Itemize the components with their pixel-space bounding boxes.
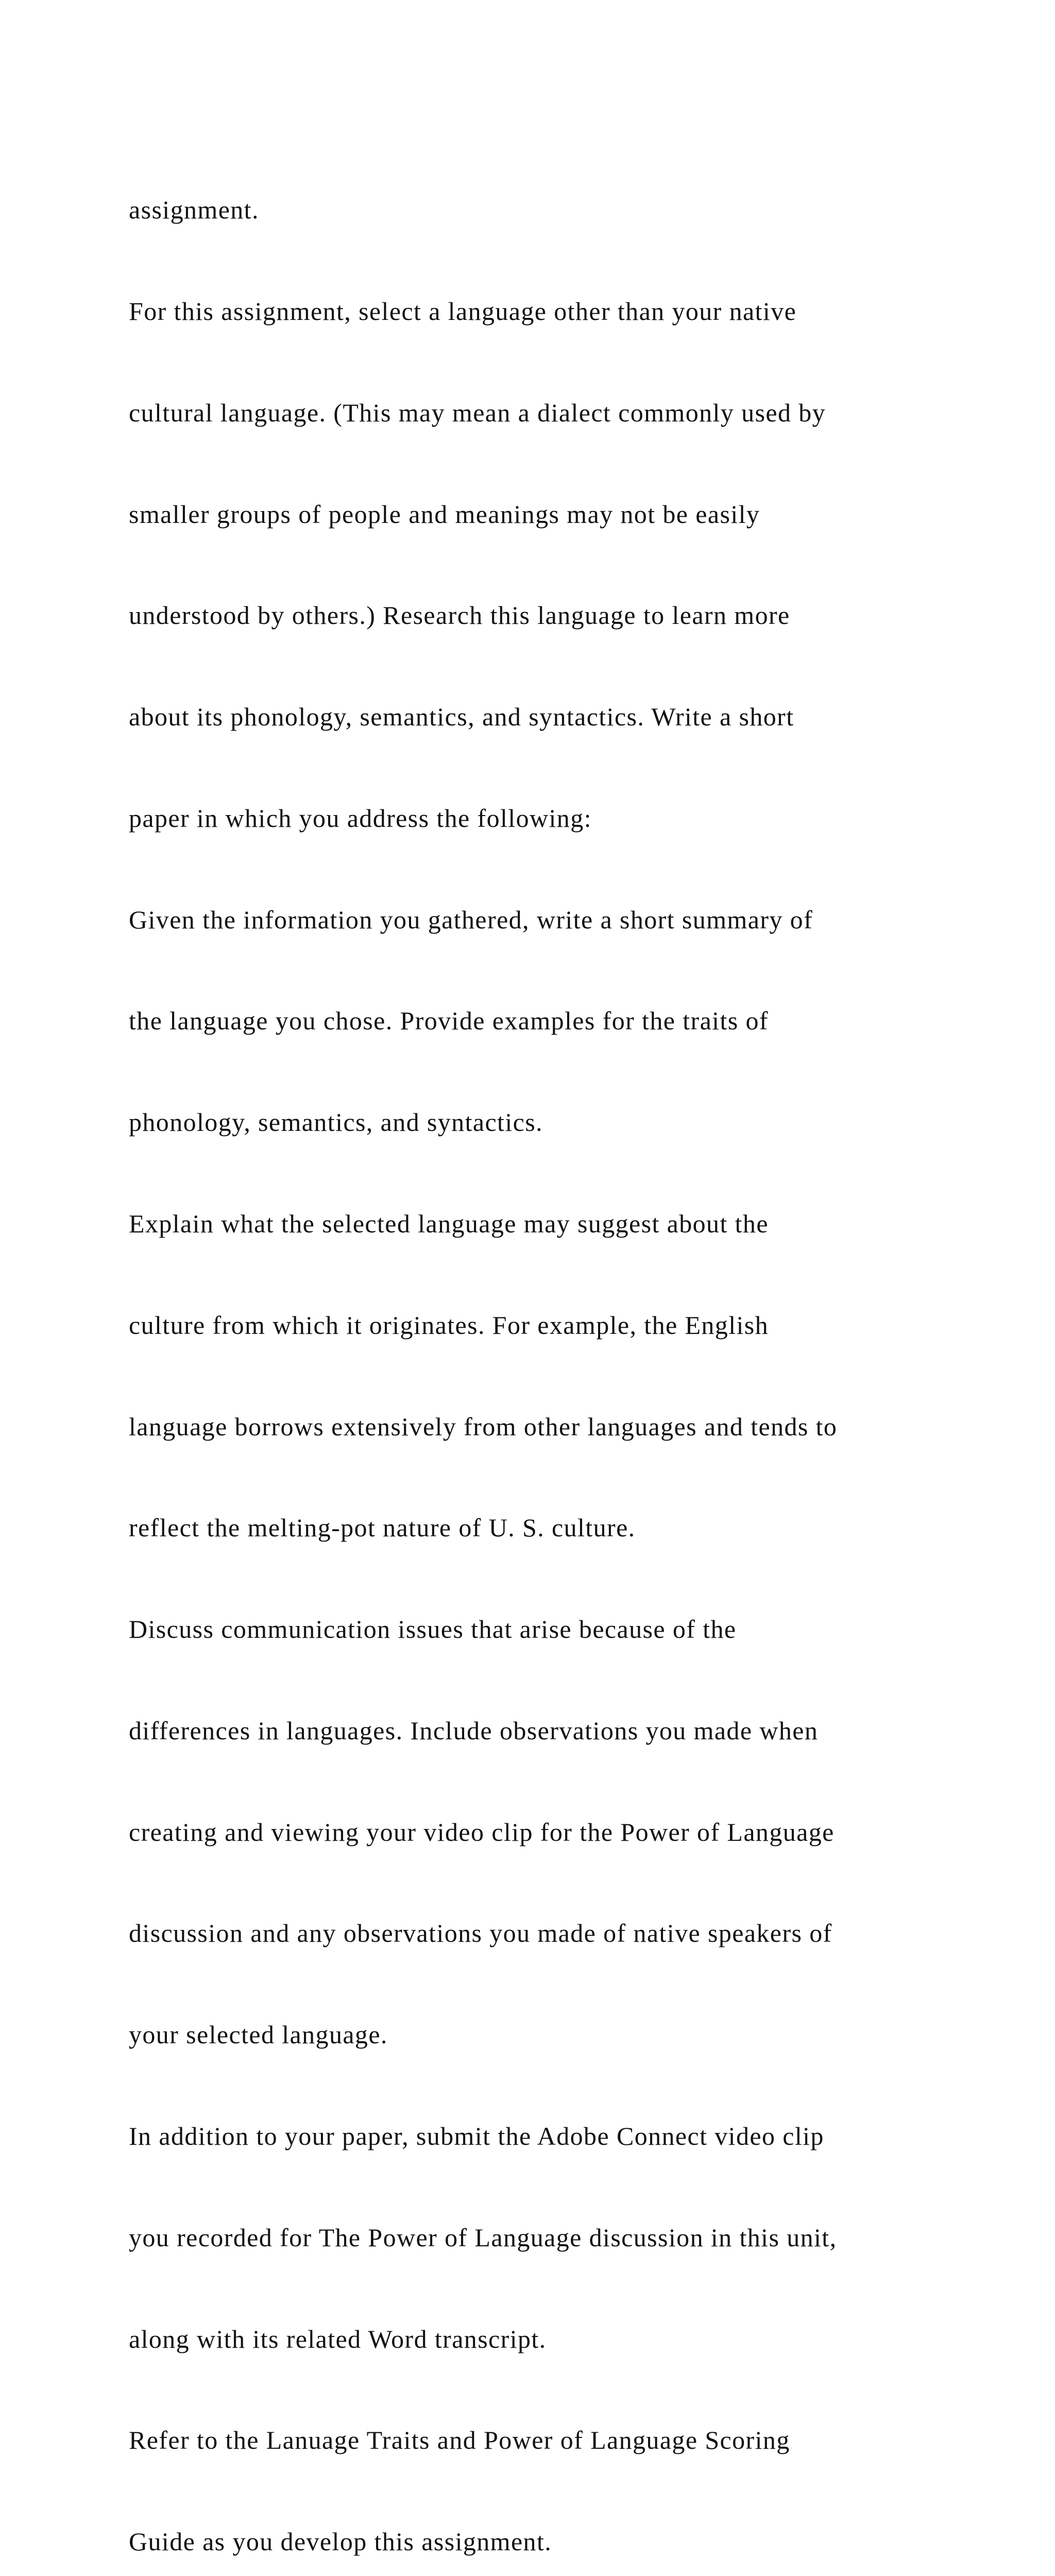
document-body	[129, 126, 984, 2576]
text-line: you recorded for The Power of Language discussion in this unit,	[129, 2223, 837, 2252]
text-line: language borrows extensively from other languages and tends to	[129, 1412, 838, 1441]
text-line: smaller groups of people and meanings may not be easily	[129, 499, 760, 529]
text-line: understood by others.) Research this language to learn more	[129, 601, 790, 630]
text-line: For this assignment, select a language other than your native	[129, 296, 797, 326]
text-line: reflect the melting-pot nature of U. S. culture.	[129, 1513, 636, 1543]
text-line: along with its related Word transcript.	[129, 2324, 547, 2353]
text-line: your selected language.	[129, 2020, 388, 2049]
text-line: about its phonology, semantics, and syntactics. Write a short	[129, 702, 794, 732]
text-line: the language you chose. Provide examples for the traits of	[129, 1006, 769, 1036]
text-line: Explain what the selected language may suggest about the	[129, 1209, 769, 1238]
text-line: paper in which you address the following:	[129, 803, 592, 833]
text-line: Guide as you develop this assignment.	[129, 2527, 552, 2556]
text-line: discussion and any observations you made of native speakers of	[129, 1919, 832, 1948]
text-line: Given the information you gathered, write a short summary of	[129, 905, 813, 934]
text-line: culture from which it originates. For example, the English	[129, 1310, 769, 1340]
text-line: phonology, semantics, and syntactics.	[129, 1108, 543, 1137]
text-line: cultural language. (This may mean a dialect commonly used by	[129, 398, 826, 427]
text-line: differences in languages. Include observations you made when	[129, 1716, 819, 1745]
text-line: Refer to the Lanuage Traits and Power of Language Scoring	[129, 2426, 790, 2455]
text-line: creating and viewing your video clip for the Power of Language	[129, 1817, 835, 1846]
text-line: In addition to your paper, submit the Adobe Connect video clip	[129, 2122, 824, 2151]
text-line: assignment.	[129, 195, 259, 225]
text-line: Discuss communication issues that arise because of the	[129, 1615, 737, 1644]
